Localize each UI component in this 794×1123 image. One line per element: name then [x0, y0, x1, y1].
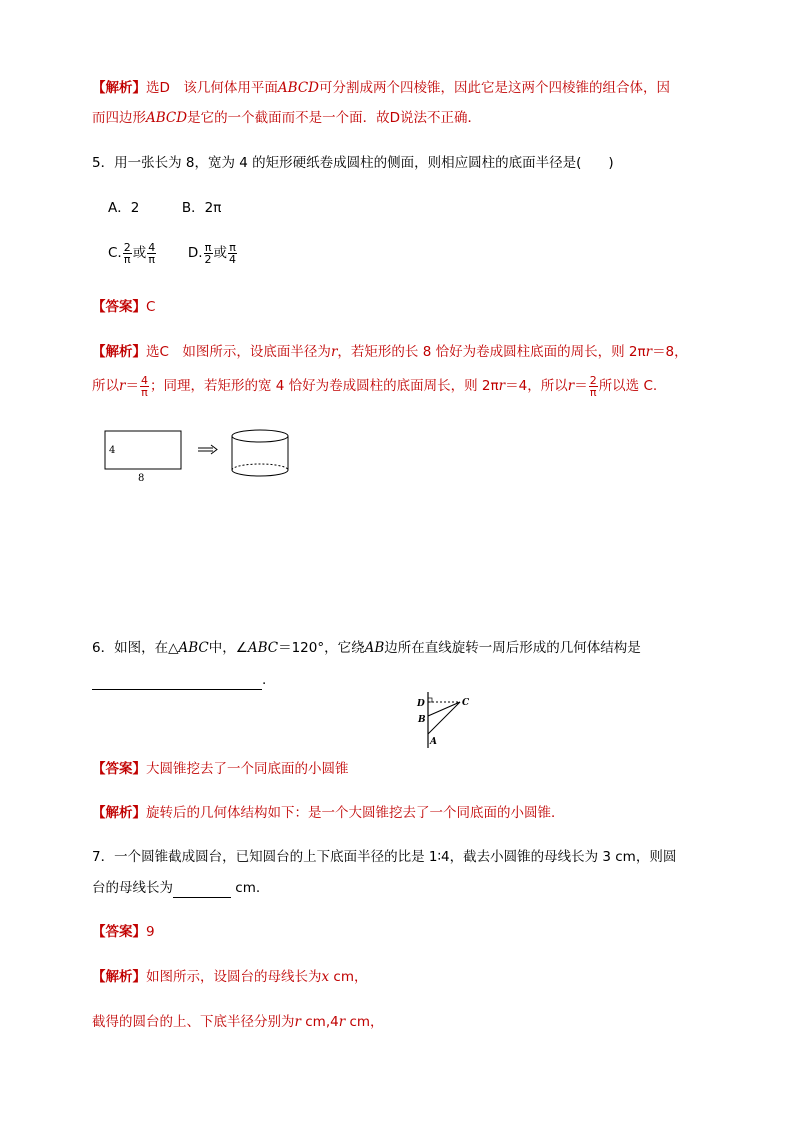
- or-text: 或: [213, 245, 227, 261]
- math-var: x: [321, 969, 330, 985]
- q5-options-ab: [108, 198, 221, 218]
- rectangle-to-cylinder-figure: [100, 425, 300, 487]
- analysis-tag: 【解析】: [92, 969, 146, 985]
- fill-blank: [173, 883, 231, 898]
- analysis-text: 如图所示，设圆台的母线长为: [146, 969, 322, 985]
- analysis-tag: 【解析】: [92, 805, 146, 821]
- math-var: r: [330, 344, 338, 360]
- q6-answer: [92, 759, 349, 779]
- analysis-text: cm，: [345, 1014, 384, 1030]
- answer-tag: 【答案】: [92, 299, 146, 315]
- answer-tag: 【答案】: [92, 761, 146, 777]
- q6-blank-line: [92, 670, 266, 690]
- stem-text: 边所在直线旋转一周后形成的几何体结构是: [384, 640, 641, 656]
- option-d: [187, 240, 238, 266]
- math-var: ABC: [178, 640, 209, 656]
- analysis-text: ＝: [574, 378, 588, 394]
- fraction: $\frac{4}{\pi}$: [148, 240, 156, 266]
- math-var: ABC: [247, 640, 279, 656]
- option-a: A．2: [108, 200, 140, 216]
- analysis-text: 可分割成两个四棱锥，因此它是这两个四棱锥的组合体，因: [318, 80, 670, 96]
- fill-blank: [92, 675, 262, 690]
- q5-analysis-line1: [92, 342, 688, 362]
- cylinder-icon: [232, 430, 288, 476]
- fraction: $\frac{2}{\pi}$: [123, 240, 131, 266]
- analysis-text: 所以: [92, 378, 119, 394]
- label-d: D: [417, 699, 425, 709]
- q4-analysis-line1: [92, 78, 670, 98]
- math-var: ABCD: [146, 110, 188, 126]
- math-var: r: [294, 1014, 301, 1030]
- q6-stem: [92, 638, 641, 658]
- analysis-text: 所以选 C.: [598, 378, 658, 394]
- math-var: r: [645, 344, 653, 360]
- paper-rectangle: [105, 431, 181, 469]
- analysis-text: cm,4: [300, 1014, 339, 1030]
- stem-text: 台的母线长为: [92, 880, 173, 896]
- analysis-text: 选C 如图所示，设底面半径为: [146, 344, 331, 360]
- q7-analysis-line2: [92, 1012, 384, 1032]
- stem-text: 6．如图，在△: [92, 640, 179, 656]
- q5-analysis-line2: [92, 372, 657, 400]
- analysis-text: ，若矩形的长 8 恰好为卷成圆柱底面的周长，则 2π: [337, 344, 646, 360]
- analysis-text: 截得的圆台的上、下底半径分别为: [92, 1014, 295, 1030]
- answer-tag: 【答案】: [92, 924, 146, 940]
- analysis-text: 旋转后的几何体结构如下：是一个大圆锥挖去了一个同底面的小圆锥．: [146, 805, 565, 821]
- answer-value: 9: [146, 924, 155, 940]
- analysis-text: 是它的一个截面而不是一个面．故D说法不正确．: [187, 110, 481, 126]
- q5-stem: 5．用一张长为 8，宽为 4 的矩形硬纸卷成圆柱的侧面，则相应圆柱的底面半径是( ): [92, 155, 614, 171]
- analysis-text: ＝: [125, 378, 139, 394]
- q7-answer: [92, 922, 155, 942]
- stem-text: ＝120°，它绕: [278, 640, 365, 656]
- fraction: $\frac{2}{\pi}$: [589, 373, 597, 399]
- analysis-text: ＝8，: [652, 344, 688, 360]
- analysis-text: 而四边形: [92, 110, 146, 126]
- answer-value: 大圆锥挖去了一个同底面的小圆锥: [146, 761, 349, 777]
- rect-length-label: 8: [138, 473, 145, 484]
- math-var: ABCD: [277, 80, 319, 96]
- analysis-text: cm，: [329, 969, 368, 985]
- stem-text: 中，∠: [208, 640, 248, 656]
- math-var: r: [119, 378, 126, 394]
- analysis-tag: 【解析】: [92, 344, 146, 360]
- stem-text: cm.: [231, 880, 261, 896]
- analysis-text: ＝4，所以: [505, 378, 568, 394]
- math-var: r: [338, 1014, 346, 1030]
- right-angle-mark: [428, 698, 432, 702]
- q4-analysis-line2: [92, 108, 481, 128]
- triangle-rotation-figure: [410, 688, 480, 750]
- fraction: $\frac{\pi}{4}$: [229, 240, 236, 266]
- option-b: B．2π: [181, 200, 222, 216]
- q7-stem-line2: [92, 878, 260, 898]
- analysis-text: ；同理，若矩形的宽 4 恰好为卷成圆柱的底面周长，则 2π: [149, 378, 499, 394]
- math-var: r: [567, 378, 575, 394]
- answer-value: C: [146, 299, 156, 315]
- option-c: [108, 240, 162, 266]
- fraction: $\frac{4}{\pi}$: [140, 373, 148, 399]
- arrow-icon: [198, 445, 217, 454]
- fraction: $\frac{\pi}{2}$: [204, 240, 212, 266]
- q7-stem-line1: 7．一个圆锥截成圆台，已知圆台的上下底面半径的比是 1∶4，截去小圆锥的母线长为 3 cm，则圆: [92, 849, 677, 865]
- rect-width-label: 4: [109, 445, 116, 456]
- label-a: A: [430, 737, 437, 747]
- q5-answer: [92, 297, 155, 317]
- blank-end: .: [262, 672, 267, 688]
- segment-ca: [428, 702, 460, 734]
- math-var: r: [498, 378, 506, 394]
- analysis-text: 选D 该几何体用平面: [146, 80, 278, 96]
- label-b: B: [418, 715, 426, 725]
- option-d-label: D.: [187, 245, 203, 261]
- or-text: 或: [132, 245, 147, 261]
- q5-options-cd: [108, 240, 238, 266]
- option-c-label: C.: [108, 245, 122, 261]
- q7-analysis-line1: [92, 967, 368, 987]
- segment-cb: [428, 702, 460, 716]
- math-var: AB: [364, 640, 385, 656]
- label-c: C: [462, 698, 470, 708]
- q6-analysis: [92, 803, 565, 823]
- analysis-tag: 【解析】: [92, 80, 146, 96]
